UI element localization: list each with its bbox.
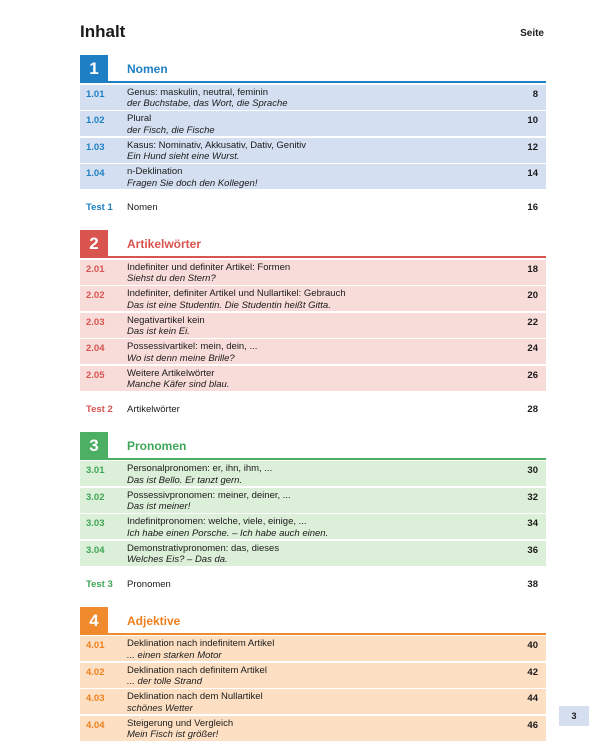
- entry-page-number: 42: [527, 666, 538, 678]
- entry-page-number: 24: [527, 343, 538, 354]
- entry-page-number: 8: [532, 88, 538, 100]
- entry-example: ... der tolle Strand: [127, 676, 202, 687]
- chapter-title: Adjektive: [127, 613, 181, 628]
- entry-title: Indefinitpronomen: welche, viele, einige, ...: [127, 516, 307, 527]
- test-title: Nomen: [127, 202, 158, 213]
- test-number: Test 3: [86, 578, 113, 590]
- entry-title: Genus: maskulin, neutral, feminin: [127, 86, 268, 98]
- test-page-number: 28: [527, 403, 538, 415]
- chapter-header: [80, 607, 546, 635]
- chapter-header: [80, 432, 546, 460]
- chapter-section: [80, 230, 546, 420]
- entry-title: Negativartikel kein: [127, 314, 205, 326]
- entry-number: 1.04: [86, 168, 105, 179]
- entry-example: schönes Wetter: [127, 702, 193, 714]
- entry-page-number: 40: [527, 640, 538, 651]
- toc-entry[interactable]: [80, 366, 546, 391]
- entry-page-number: 12: [527, 141, 538, 153]
- entry-example: Das ist eine Studentin. Die Studentin heißt Gitta.: [127, 299, 331, 311]
- chapter-number: 3: [80, 432, 108, 460]
- entry-number: 4.04: [86, 719, 105, 731]
- toc-entry[interactable]: [80, 286, 546, 311]
- entry-number: 4.03: [86, 693, 105, 704]
- entry-number: 2.03: [86, 316, 105, 328]
- entry-page-number: 26: [527, 369, 538, 381]
- test-number: Test 1: [86, 202, 113, 213]
- chapter-number: 4: [80, 607, 108, 635]
- toc-entry[interactable]: [80, 716, 546, 741]
- toc-entry[interactable]: [80, 541, 546, 566]
- page-header: [80, 20, 544, 48]
- entry-title: Indefiniter, definiter Artikel und Nullartikel: Gebrauch: [127, 288, 346, 299]
- page-column-label: Seite: [520, 28, 544, 39]
- entry-number: 3.04: [86, 544, 105, 556]
- entry-page-number: 46: [527, 719, 538, 731]
- toc-entry[interactable]: [80, 138, 546, 163]
- entry-title: n-Deklination: [127, 166, 183, 177]
- entry-example: der Fisch, die Fische: [127, 124, 215, 136]
- toc-entry[interactable]: [80, 488, 546, 513]
- entry-number: 1.01: [86, 88, 105, 100]
- chapter-header: [80, 55, 546, 83]
- entry-page-number: 22: [527, 316, 538, 328]
- entry-example: Ein Hund sieht eine Wurst.: [127, 151, 240, 162]
- entry-page-number: 44: [527, 693, 538, 704]
- entry-page-number: 34: [527, 518, 538, 529]
- entry-page-number: 20: [527, 290, 538, 301]
- entry-page-number: 18: [527, 263, 538, 275]
- entry-example: Siehst du den Stern?: [127, 273, 216, 284]
- chapter-title: Pronomen: [127, 438, 187, 453]
- entry-example: Das ist Bello. Er tanzt gern.: [127, 474, 243, 486]
- test-page-number: 16: [527, 202, 538, 213]
- chapter-number: 1: [80, 55, 108, 83]
- entry-title: Steigerung und Vergleich: [127, 717, 234, 729]
- entry-number: 2.01: [86, 263, 105, 275]
- entry-page-number: 36: [527, 544, 538, 556]
- entry-number: 3.01: [86, 465, 105, 476]
- entry-example: der Buchstabe, das Wort, die Sprache: [127, 98, 288, 109]
- page-number: 3: [559, 706, 589, 726]
- entry-number: 3.03: [86, 518, 105, 529]
- entry-page-number: 32: [527, 491, 538, 503]
- entry-title: Deklination nach indefinitem Artikel: [127, 638, 275, 649]
- chapter-section: [80, 55, 546, 218]
- entry-number: 1.03: [86, 141, 105, 153]
- test-entry[interactable]: [80, 575, 546, 595]
- toc-entry[interactable]: [80, 339, 546, 364]
- entry-title: Demonstrativpronomen: das, dieses: [127, 542, 280, 554]
- entry-number: 4.01: [86, 640, 105, 651]
- entry-example: Ich habe einen Porsche. – Ich habe auch einen.: [127, 527, 329, 539]
- entry-page-number: 10: [527, 115, 538, 126]
- chapter-header: [80, 230, 546, 258]
- toc-entry[interactable]: [80, 514, 546, 539]
- test-number: Test 2: [86, 403, 113, 415]
- entry-number: 2.02: [86, 290, 105, 301]
- toc-entry[interactable]: [80, 689, 546, 714]
- entry-number: 2.04: [86, 343, 105, 354]
- entry-page-number: 14: [527, 168, 538, 179]
- chapter-title: Artikelwörter: [127, 237, 202, 251]
- entry-title: Deklination nach dem Nullartikel: [127, 691, 263, 702]
- entry-example: Welches Eis? – Das da.: [127, 554, 228, 565]
- entry-title: Kasus: Nominativ, Akkusativ, Dativ, Genitiv: [127, 139, 306, 151]
- entry-title: Deklination nach definitem Artikel: [127, 664, 267, 676]
- toc-entry[interactable]: [80, 85, 546, 110]
- entry-title: Weitere Artikelwörter: [127, 367, 215, 379]
- chapter-divider: [108, 458, 546, 460]
- entry-title: Personalpronomen: er, ihn, ihm, ...: [127, 463, 273, 474]
- entry-example: Manche Käfer sind blau.: [127, 379, 230, 390]
- entry-example: Das ist kein Ei.: [127, 326, 190, 337]
- entry-title: Possessivartikel: mein, dein, ...: [127, 341, 258, 352]
- table-of-contents: [80, 55, 546, 741]
- chapter-divider: [108, 256, 546, 258]
- chapter-divider: [108, 633, 546, 635]
- toc-entry[interactable]: [80, 111, 546, 136]
- toc-entry[interactable]: [80, 260, 546, 285]
- entry-number: 2.05: [86, 369, 105, 381]
- entry-number: 3.02: [86, 491, 105, 503]
- test-title: Artikelwörter: [127, 403, 180, 415]
- entry-title: Plural: [127, 113, 152, 124]
- entry-title: Possessivpronomen: meiner, deiner, ...: [127, 489, 291, 501]
- toc-entry[interactable]: [80, 636, 546, 661]
- test-page-number: 38: [527, 578, 538, 590]
- test-title: Pronomen: [127, 578, 171, 590]
- chapter-section: [80, 607, 546, 741]
- chapter-title: Nomen: [127, 62, 168, 76]
- test-entry[interactable]: [80, 400, 546, 420]
- toc-entry[interactable]: [80, 461, 546, 486]
- toc-entry[interactable]: [80, 663, 546, 688]
- toc-entry[interactable]: [80, 313, 546, 338]
- page-title: Inhalt: [80, 22, 126, 41]
- toc-entry[interactable]: [80, 164, 546, 189]
- entry-example: Mein Fisch ist größer!: [127, 729, 219, 740]
- test-entry[interactable]: [80, 198, 546, 218]
- entry-page-number: 30: [527, 465, 538, 476]
- entry-example: ... einen starken Motor: [127, 649, 222, 661]
- entry-number: 4.02: [86, 666, 105, 678]
- entry-example: Wo ist denn meine Brille?: [127, 352, 235, 364]
- entry-number: 1.02: [86, 115, 105, 126]
- chapter-divider: [108, 81, 546, 83]
- entry-example: Das ist meiner!: [127, 501, 191, 512]
- chapter-number: 2: [80, 230, 108, 258]
- chapter-section: [80, 432, 546, 595]
- entry-title: Indefiniter und definiter Artikel: Formen: [127, 261, 291, 273]
- entry-example: Fragen Sie doch den Kollegen!: [127, 177, 258, 189]
